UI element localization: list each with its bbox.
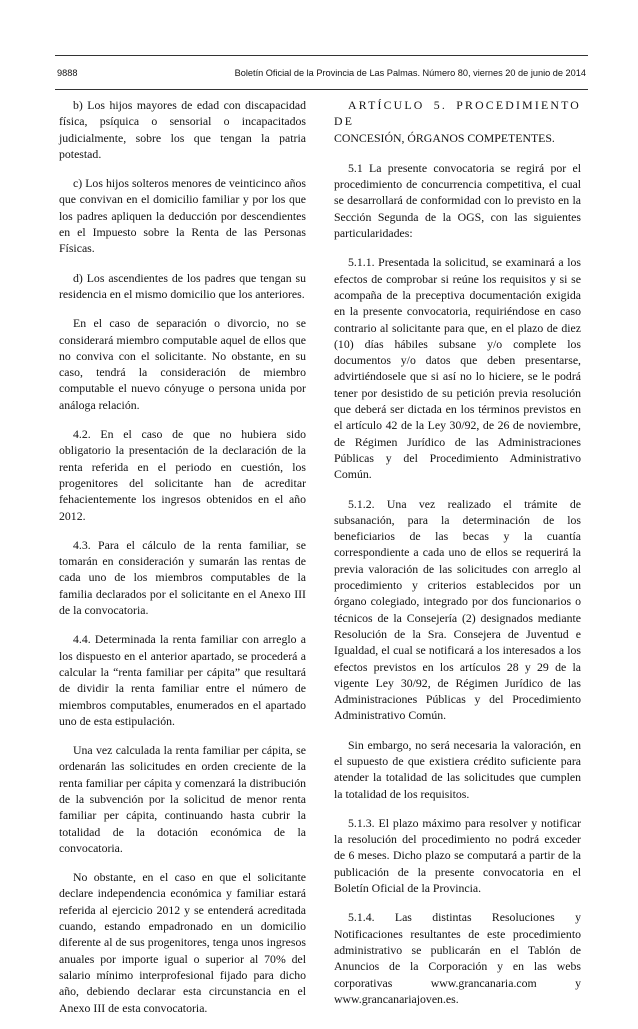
paragraph: 4.2. En el caso de que no hubiera sido obligatorio la presentación de la declaración de la renta referida en el periodo en cuestión, los progenitores del solicitante han de acreditar fehacientemente los ingresos obtenidos en el año 2012. bbox=[59, 427, 306, 523]
paragraph: 5.1 La presente convocatoria se regirá por el procedimiento de concurrencia competitiva, el cual se desarrollará de conformidad con lo previsto en la Sección Segunda de la OGS, con las siguientes particularidades: bbox=[334, 160, 581, 241]
paragraph: 5.1.4. Las distintas Resoluciones y Notificaciones resultantes de este procedimiento administrativo se publicarán en el Tablón de Anuncios de la Corporación y en las webs corporativas www.grancanaria.com y www.grancanariajoven.es. bbox=[334, 910, 581, 1006]
right-column bbox=[334, 97, 581, 1020]
paragraph: 4.4. Determinada la renta familiar con arreglo a los dispuesto en el anterior apartado, se procederá a calcular la “renta familiar per cápita” que resultará de dividir la renta familiar entre el número de miembros computables, enumerados en el apartado uno de esta estipulación. bbox=[59, 632, 306, 728]
publication-title: Boletín Oficial de la Provincia de Las Palmas. Número 80, viernes 20 de junio de 2014 bbox=[234, 68, 586, 78]
paragraph: c) Los hijos solteros menores de veinticinco años que convivan en el domicilio familiar y por los que los padres apliquen la deducción por descendientes en el Impuesto sobre la Renta de las Personas Físicas. bbox=[59, 176, 306, 256]
paragraph: d) Los ascendientes de los padres que tengan su residencia en el mismo domicilio que los anteriores. bbox=[59, 270, 306, 301]
paragraph: Una vez calculada la renta familiar per cápita, se ordenarán las solicitudes en orden creciente de la renta familiar per cápita y comenzará la distribución de la subvención por la solicitud de menor renta familiar per cápita, continuando hasta cubrir la totalidad de la dotación económica de la convocatoria. bbox=[59, 743, 306, 855]
paragraph: 5.1.2. Una vez realizado el trámite de subsanación, para la determinación de los beneficiarios de las becas y la cuantía correspondiente a cada uno de ellos se requerirá la previa valoración de las solicitudes con arreglo al procedimiento y criterios establecidos por un órgano colegiado, integrado por dos funcionarios o técnicos de la Consejería (2) designados mediante Resolución de la Sra. Consejera de Juventud e Igualdad, el cual se notificará a los interesados a los efectos previstos en los artículos 28 y 29 de la vigente Ley 30/92, de Régimen Jurídico de las Administraciones Públicas y del Procedimiento Administrativo Común. bbox=[334, 496, 581, 723]
paragraph: 5.1.1. Presentada la solicitud, se examinará a los efectos de comprobar si reúne los requisitos y si se acompaña de la preceptiva documentación exigida en la presente convocatoria, requiriéndose en caso contrario al solicitante para que, en el plazo de diez (10) días hábiles subsane y/o complete los documentos y/o datos que deben presentarse, advirtiéndosele que si así no lo hiciere, se le podrá tener por desistido de su petición previa resolución que deberá ser dictada en los términos previstos en el artículo 42 de la Ley 30/92, de 26 de noviembre, de Régimen Jurídico de las Administraciones Públicas y del Procedimiento Administrativo Común. bbox=[334, 255, 581, 482]
paragraph: 5.1.3. El plazo máximo para resolver y notificar la resolución del procedimiento no podrá exceder de 6 meses. Dicho plazo se computará a partir de la publicación de la presente convocatoria en el Boletín Oficial de la Provincia. bbox=[334, 815, 581, 896]
paragraph: b) Los hijos mayores de edad con discapacidad física, psíquica o sensorial o incapacitados judicialmente, sobre los que tengan la patria potestad. bbox=[59, 98, 306, 161]
header-top-rule bbox=[55, 55, 588, 56]
page-header bbox=[57, 68, 586, 82]
paragraph: No obstante, en el caso en que el solicitante declare independencia económica y familiar estará referida al ejercicio 2012 y se entenderá acreditada cuando, estando empadronado en un domicilio diferente al de sus progenitores, tenga unos ingresos anuales por importe igual o superior al 70% del salario mínimo interprofesional fijado para dicho año, debiendo declarar esta circunstancia en el Anexo III de esta convocatoria. bbox=[59, 870, 306, 1015]
page-number: 9888 bbox=[57, 68, 78, 78]
article-heading bbox=[334, 97, 581, 146]
paragraph: 4.3. Para el cálculo de la renta familiar, se tomarán en consideración y sumarán las rentas de cada uno de los miembros computables de la familia declarados por el solicitante en el Anexo III de la convocatoria. bbox=[59, 537, 306, 618]
left-column bbox=[59, 97, 306, 1029]
article-heading-line1: ARTÍCULO 5. PROCEDIMIENTO DE bbox=[334, 98, 581, 129]
header-bottom-rule bbox=[55, 89, 588, 90]
paragraph: Sin embargo, no será necesaria la valoración, en el supuesto de que existiera crédito suficiente para atender la totalidad de las solicitudes que cumplen la totalidad de los requisitos. bbox=[334, 737, 581, 801]
article-heading-line2: CONCESIÓN, ÓRGANOS COMPETENTES. bbox=[334, 130, 555, 145]
paragraph: En el caso de separación o divorcio, no se considerará miembro computable aquel de ellos que no conviva con el solicitante. No obstante, en su caso, tendrá la consideración de miembro computable el nuevo cónyuge o persona unida por análoga relación. bbox=[59, 316, 306, 412]
